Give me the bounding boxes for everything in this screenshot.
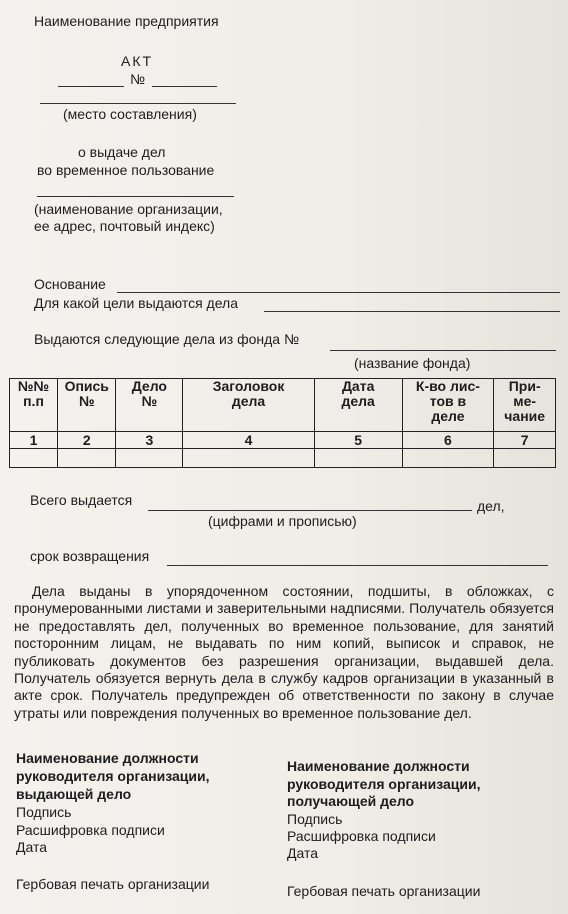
return-label: срок возвращения bbox=[30, 548, 150, 564]
cases-table bbox=[9, 378, 556, 468]
fund-label: Выдаются следующие дела из фонда № bbox=[34, 331, 299, 347]
col-header-note: При- ме- чание bbox=[494, 379, 556, 432]
table-cell bbox=[494, 449, 556, 468]
table-cell bbox=[116, 449, 183, 468]
act-subject-line1: о выдаче дел bbox=[78, 144, 166, 160]
org-hint-line2: ее адрес, почтовый индекс) bbox=[34, 218, 215, 234]
right-signer-title-line2: руководителя организации, bbox=[287, 776, 481, 792]
table-cell: 4 bbox=[183, 432, 315, 449]
table-cell: 5 bbox=[314, 432, 402, 449]
left-decoding-label: Расшифровка подписи bbox=[16, 822, 165, 838]
act-subject-line2: во временное пользование bbox=[37, 162, 215, 178]
total-hint: (цифрами и прописью) bbox=[208, 513, 357, 529]
table-cell bbox=[402, 449, 494, 468]
col-header-sheet-count: К-во лис- тов в деле bbox=[402, 379, 494, 432]
left-signer-title-line2: руководителя организации, bbox=[16, 768, 210, 784]
act-number-line bbox=[152, 86, 217, 87]
table-number-row bbox=[10, 432, 556, 449]
col-header-case-date: Дата дела bbox=[314, 379, 402, 432]
right-date-label: Дата bbox=[287, 845, 319, 861]
left-signer-title-line1: Наименование должности bbox=[16, 750, 199, 766]
left-seal-label: Гербовая печать организации bbox=[16, 876, 210, 892]
purpose-line bbox=[264, 311, 560, 312]
act-title: АКТ bbox=[121, 53, 154, 69]
right-signature-label: Подпись bbox=[287, 811, 343, 827]
return-line bbox=[167, 565, 548, 566]
left-signature-label: Подпись bbox=[16, 804, 72, 820]
terms-paragraph: Дела выданы в упорядоченном состоянии, подшиты, в обложках, с пронумерованными листами и заверительными надписями. Получатель обязуется не предоставлять дел, полученных во временное пользование, для занятий посторонним лицам, не выдавать по ним копий, выписок и справок, не публиковать документов без разрешения организации, выдавшей дела. Получатель обязуется вернуть дела в службу кадров организации в указанный в акте срок. Получатель предупрежден об ответственности по закону в случае утраты или повреждения полученных во временное пользование дел. bbox=[14, 583, 554, 721]
org-hint-line1: (наименование организации, bbox=[34, 201, 223, 217]
col-header-case-no: Дело № bbox=[116, 379, 183, 432]
table-cell bbox=[183, 449, 315, 468]
right-signer-title-line3: получающей дело bbox=[287, 793, 415, 809]
left-signer-title-line3: выдающей дело bbox=[16, 786, 132, 802]
table-cell: 6 bbox=[402, 432, 494, 449]
basis-line bbox=[117, 292, 560, 293]
left-date-label: Дата bbox=[16, 839, 48, 855]
basis-label: Основание bbox=[34, 276, 106, 292]
table-cell: 2 bbox=[58, 432, 116, 449]
col-header-inventory-no: Опись № bbox=[58, 379, 116, 432]
total-line bbox=[148, 510, 472, 511]
table-cell: 7 bbox=[494, 432, 556, 449]
place-line bbox=[40, 103, 236, 104]
total-suffix: дел, bbox=[477, 498, 505, 514]
col-header-item-no: №№ п.п bbox=[10, 379, 58, 432]
number-sign: № bbox=[130, 71, 146, 87]
table-cell bbox=[314, 449, 402, 468]
col-header-case-title: Заголовок дела bbox=[183, 379, 315, 432]
fund-line bbox=[330, 350, 556, 351]
table-cell bbox=[10, 449, 58, 468]
enterprise-name: Наименование предприятия bbox=[34, 13, 219, 29]
right-signer-title-line1: Наименование должности bbox=[287, 758, 470, 774]
table-cell: 3 bbox=[116, 432, 183, 449]
fund-hint: (название фонда) bbox=[354, 355, 471, 371]
table-row bbox=[10, 449, 556, 468]
table-cell: 1 bbox=[10, 432, 58, 449]
table-header-row bbox=[10, 379, 556, 432]
total-label: Всего выдается bbox=[30, 492, 133, 508]
table-cell bbox=[58, 449, 116, 468]
purpose-label: Для какой цели выдаются дела bbox=[34, 295, 238, 311]
act-date-line bbox=[58, 86, 124, 87]
org-name-line bbox=[37, 196, 234, 197]
right-decoding-label: Расшифровка подписи bbox=[287, 828, 436, 844]
place-hint: (место составления) bbox=[63, 106, 197, 122]
right-seal-label: Гербовая печать организации bbox=[287, 883, 481, 899]
